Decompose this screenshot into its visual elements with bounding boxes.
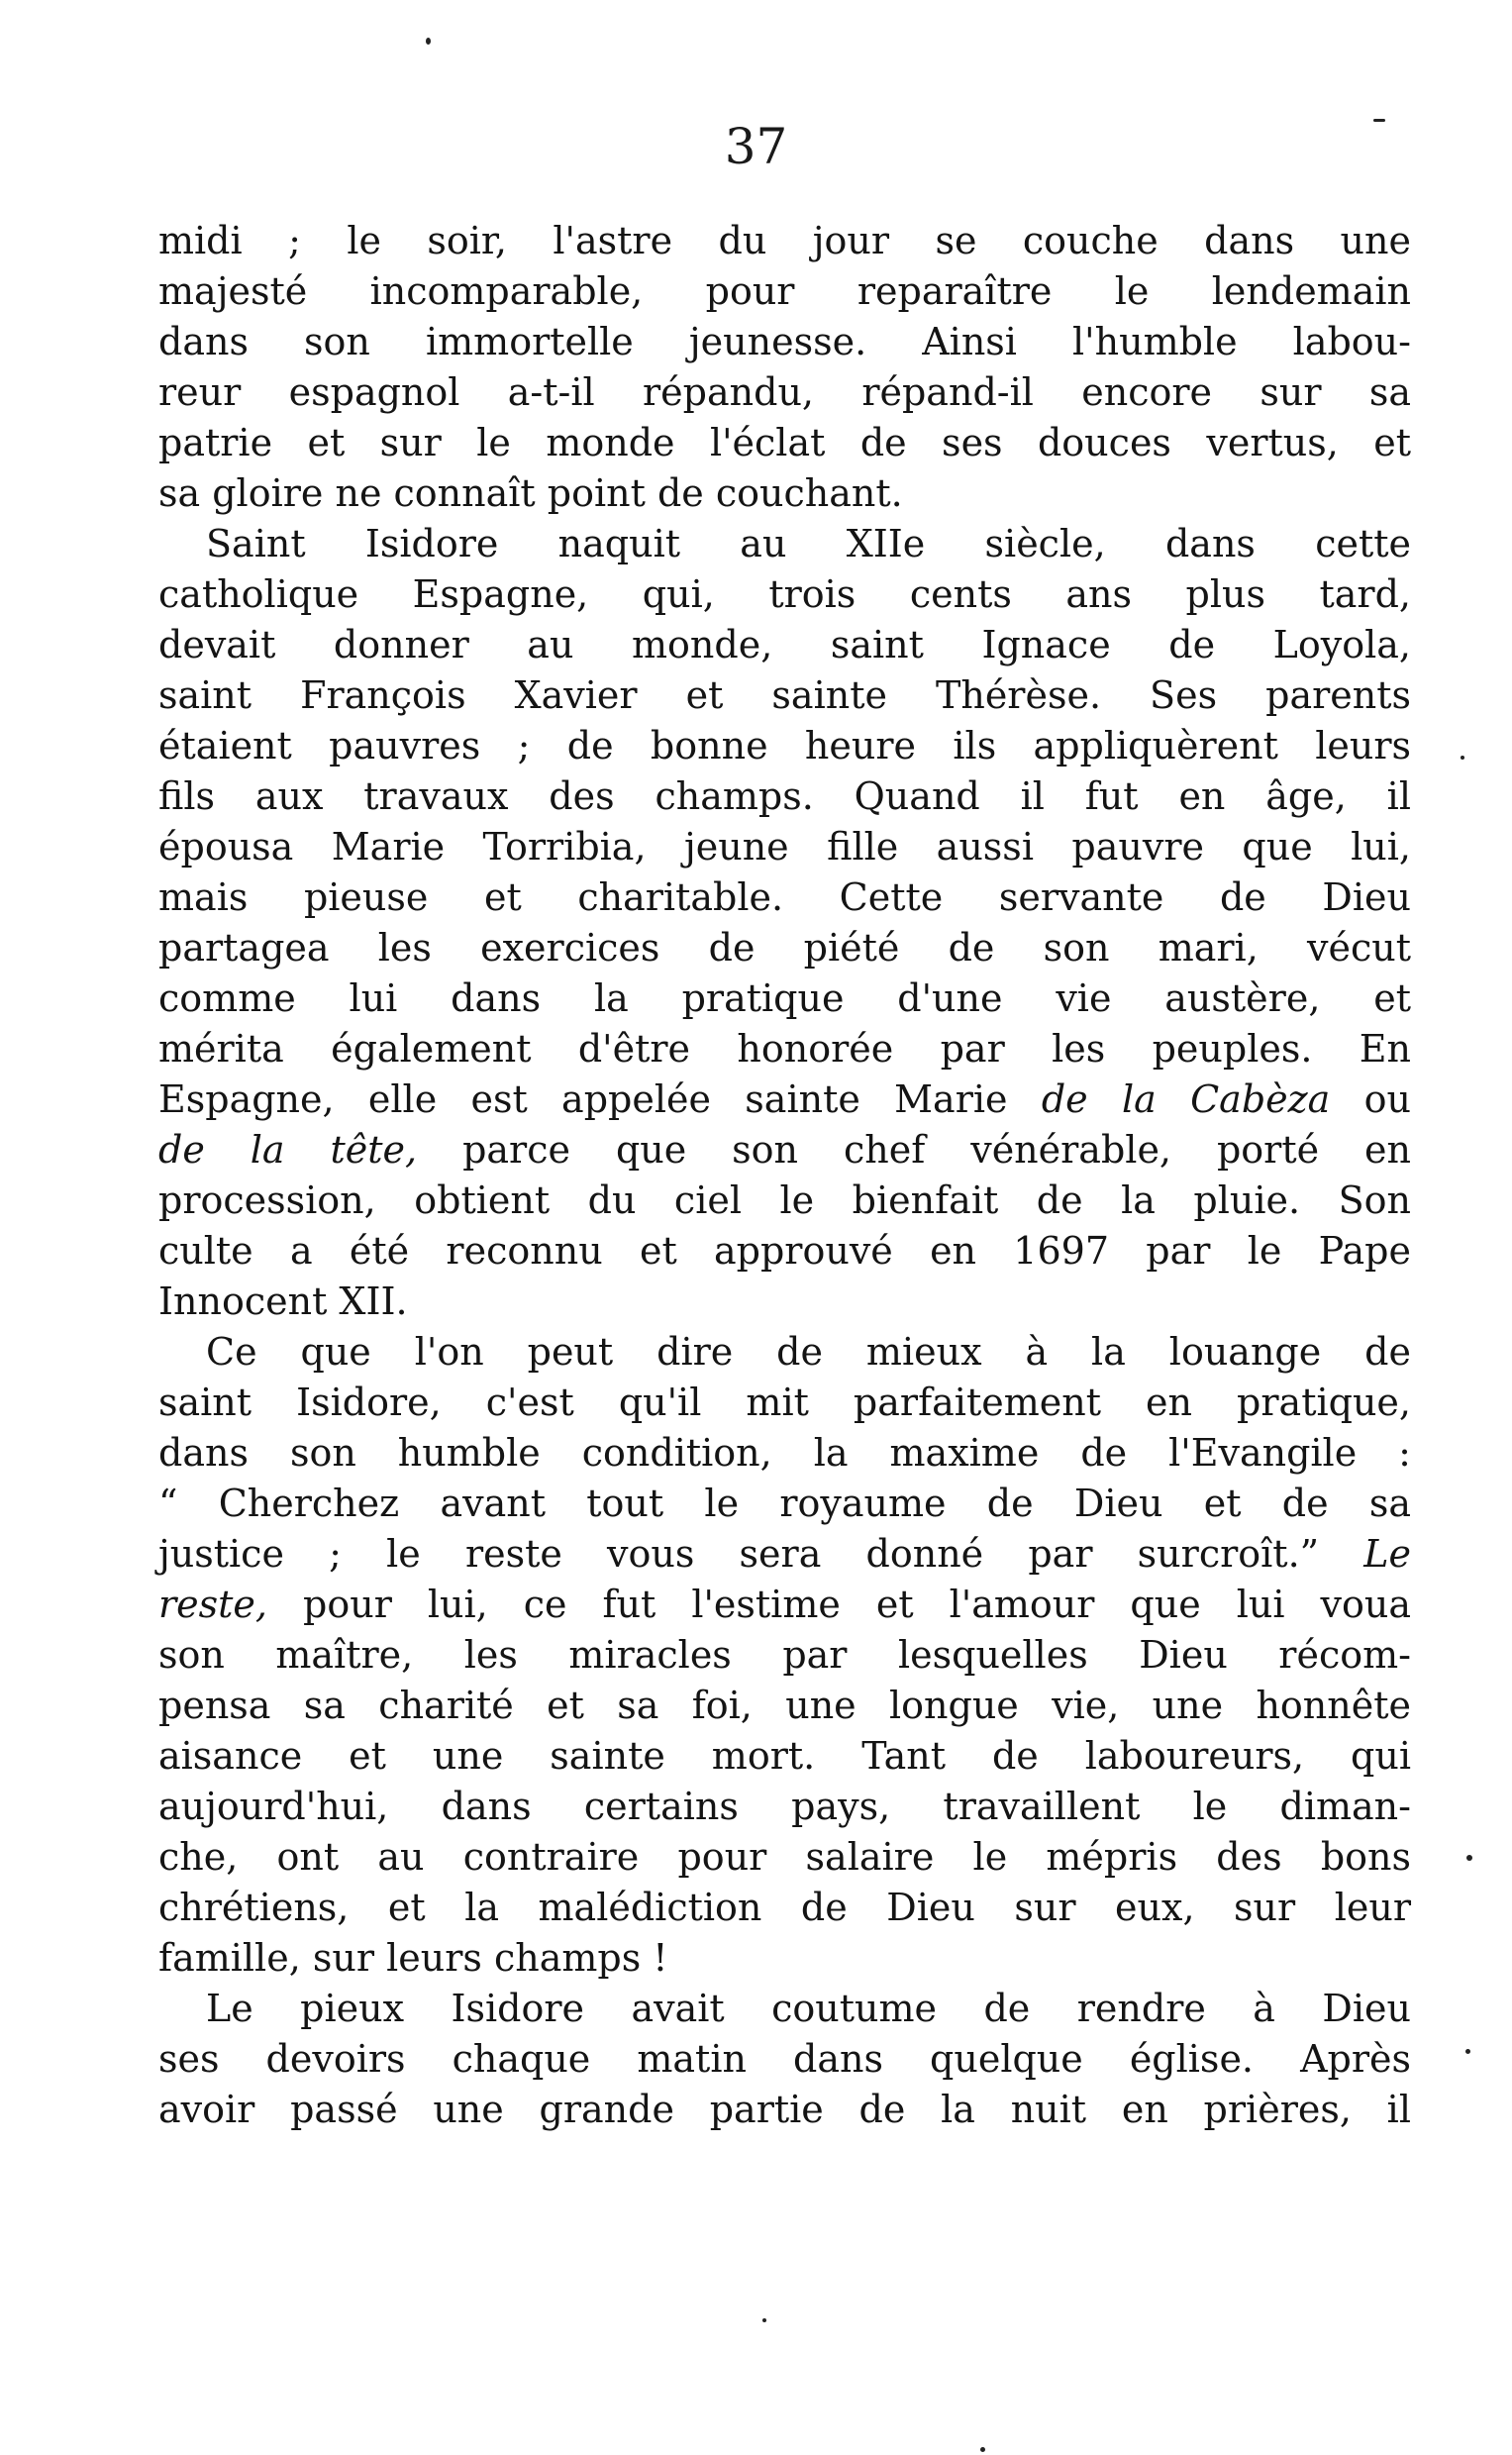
paragraph-start-line: Ce que l'on peut dire de mieux à la louange de (206, 1330, 1411, 1374)
italic-segment: reste, (158, 1583, 267, 1626)
text-line: famille, sur leurs champs ! (158, 1936, 668, 1980)
print-speck (1466, 1855, 1472, 1861)
text-line: fils aux travaux des champs. Quand il fut en âge, il (158, 774, 1411, 818)
text-line: majesté incomparable, pour reparaître le lendemain (158, 269, 1411, 313)
text-line: “ Cherchez avant tout le royaume de Dieu et de sa (158, 1482, 1411, 1525)
text-line: culte a été reconnu et approuvé en 1697 par le Pape (158, 1229, 1411, 1273)
text-line: procession, obtient du ciel le bienfait de la pluie. Son (158, 1178, 1411, 1222)
paragraph-start-line: Le pieux Isidore avait coutume de rendre à Dieu (206, 1987, 1411, 2030)
text-line: aujourd'hui, dans certains pays, travaillent le diman- (158, 1785, 1411, 1828)
text-line: aisance et une sainte mort. Tant de laboureurs, qui (158, 1734, 1411, 1778)
text-line: avoir passé une grande partie de la nuit en prières, il (158, 2088, 1411, 2131)
text-line: devait donner au monde, saint Ignace de Loyola, (158, 623, 1411, 666)
print-speck (1373, 119, 1385, 122)
body-text (158, 216, 1411, 2135)
text-line: catholique Espagne, qui, trois cents ans plus tard, (158, 572, 1411, 616)
text-line: reur espagnol a-t-il répandu, répand-il encore sur sa (158, 370, 1411, 414)
text-line: comme lui dans la pratique d'une vie austère, et (158, 976, 1411, 1020)
text-line: chrétiens, et la malédiction de Dieu sur eux, sur leur (158, 1886, 1411, 1929)
paragraph-start-line: Saint Isidore naquit au XIIe siècle, dans cette (206, 522, 1411, 565)
text-line (158, 1074, 1411, 1125)
text-line: midi ; le soir, l'astre du jour se couche dans une (158, 219, 1411, 262)
line-segment: parce que son chef vénérable, porté en (462, 1128, 1411, 1172)
text-line: mais pieuse et charitable. Cette servante de Dieu (158, 875, 1411, 919)
text-line: ses devoirs chaque matin dans quelque église. Après (158, 2037, 1411, 2081)
text-line: sa gloire ne connaît point de couchant. (158, 471, 903, 515)
print-speck (980, 2447, 985, 2452)
line-segment: pour lui, ce fut l'estime et l'amour que lui voua (303, 1583, 1411, 1626)
text-line: Innocent XII. (158, 1279, 408, 1323)
text-line (158, 1580, 1411, 1630)
text-line: mérita également d'être honorée par les peuples. En (158, 1027, 1411, 1071)
text-line: dans son immortelle jeunesse. Ainsi l'humble labou- (158, 320, 1411, 363)
text-line: épousa Marie Torribia, jeune fille aussi pauvre que lui, (158, 825, 1411, 869)
text-line: partagea les exercices de piété de son mari, vécut (158, 926, 1411, 970)
line-segment: justice ; le reste vous sera donné par surcroît.” (158, 1532, 1320, 1576)
text-line: saint François Xavier et sainte Thérèse. Ses parents (158, 673, 1411, 717)
text-line (158, 1529, 1411, 1580)
print-speck (426, 38, 431, 45)
text-line: patrie et sur le monde l'éclat de ses douces vertus, et (158, 421, 1411, 464)
text-line: son maître, les miracles par lesquelles Dieu récom- (158, 1633, 1411, 1677)
text-line: pensa sa charité et sa foi, une longue vie, une honnête (158, 1684, 1411, 1727)
italic-segment: de la Cabèza (1041, 1077, 1331, 1121)
text-line: che, ont au contraire pour salaire le mépris des bons (158, 1835, 1411, 1879)
text-line: saint Isidore, c'est qu'il mit parfaitement en pratique, (158, 1381, 1411, 1424)
print-speck (762, 2318, 766, 2322)
text-line (158, 1125, 1411, 1176)
italic-segment: de la tête, (158, 1128, 418, 1172)
text-line: dans son humble condition, la maxime de l'Evangile : (158, 1431, 1411, 1475)
print-speck (1461, 756, 1464, 760)
line-segment: ou (1363, 1077, 1411, 1121)
text-line: étaient pauvres ; de bonne heure ils appliquèrent leurs (158, 724, 1411, 767)
page-number: 37 (724, 118, 788, 175)
print-speck (1465, 2049, 1470, 2054)
line-segment: Espagne, elle est appelée sainte Marie (158, 1077, 1008, 1121)
italic-segment: Le (1363, 1532, 1411, 1576)
